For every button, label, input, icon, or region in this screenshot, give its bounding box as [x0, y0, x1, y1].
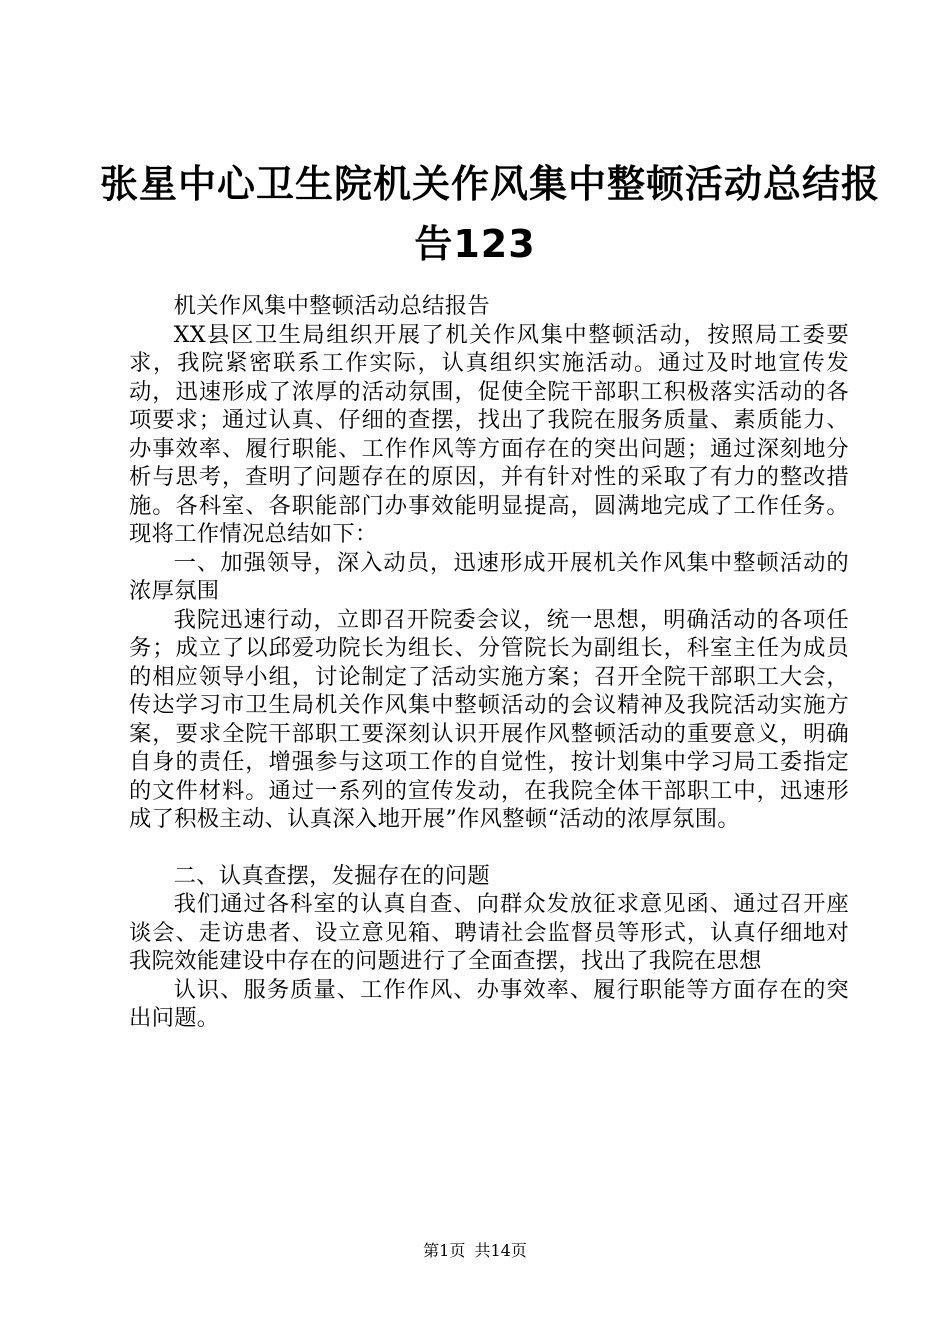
section-heading-1: 一、加强领导，深入动员，迅速形成开展机关作风集中整顿活动的浓厚氛围 — [129, 549, 849, 604]
document-title-line-2: 告123 — [414, 222, 536, 266]
section-1-paragraph: 我院迅速行动，立即召开院委会议，统一思想，明确活动的各项任务；成立了以邱爱功院长为组长、分管院长为副组长，科室主任为成员的相应领导小组，讨论制定了活动实施方案；召开全院干部职工大会，传达学习市卫生局机关作风集中整顿活动的会议精神及我院活动实施方案，要求全院干部职工要深刻认识开展作风整顿活动的重要意义，明确自身的责任，增强参与这项工作的自觉性，按计划集中学习局工委指定的文件材料。通过一系列的宣传发动，在我院全体干部职工中，迅速形成了积极主动、认真深入地开展”作风整顿“活动的浓厚氛围。 — [129, 606, 849, 832]
document-body — [129, 292, 849, 1033]
page-total: 共14页 — [474, 1241, 527, 1260]
section-2-continuation: 认识、服务质量、工作作风、办事效率、履行职能等方面存在的突出问题。 — [129, 976, 849, 1031]
section-2-paragraph: 我们通过各科室的认真自查、向群众发放征求意见函、通过召开座谈会、走访患者、设立意见箱、聘请社会监督员等形式，认真仔细地对我院效能建设中存在的问题进行了全面查摆，找出了我院在思想 — [129, 891, 849, 974]
page-number: 第1页 — [423, 1241, 466, 1260]
page-footer — [0, 1241, 950, 1261]
document-title-line-1: 张星中心卫生院机关作风集中整顿活动总结报 — [100, 162, 881, 206]
intro-paragraph: XX县区卫生局组织开展了机关作风集中整顿活动，按照局工委要求，我院紧密联系工作实际，认真组织实施活动。通过及时地宣传发动，迅速形成了浓厚的活动氛围，促使全院干部职工积极落实活动的各项要求；通过认真、仔细的查摆，找出了我院在服务质量、素质能力、办事效率、履行职能、工作作风等方面存在的突出问题；通过深刻地分析与思考，查明了问题存在的原因，并有针对性的采取了有力的整改措施。各科室、各职能部门办事效能明显提高，圆满地完成了工作任务。现将工作情况总结如下： — [129, 321, 849, 547]
subtitle-paragraph: 机关作风集中整顿活动总结报告 — [173, 293, 490, 319]
section-heading-2: 二、认真查摆，发掘存在的问题 — [173, 862, 490, 889]
